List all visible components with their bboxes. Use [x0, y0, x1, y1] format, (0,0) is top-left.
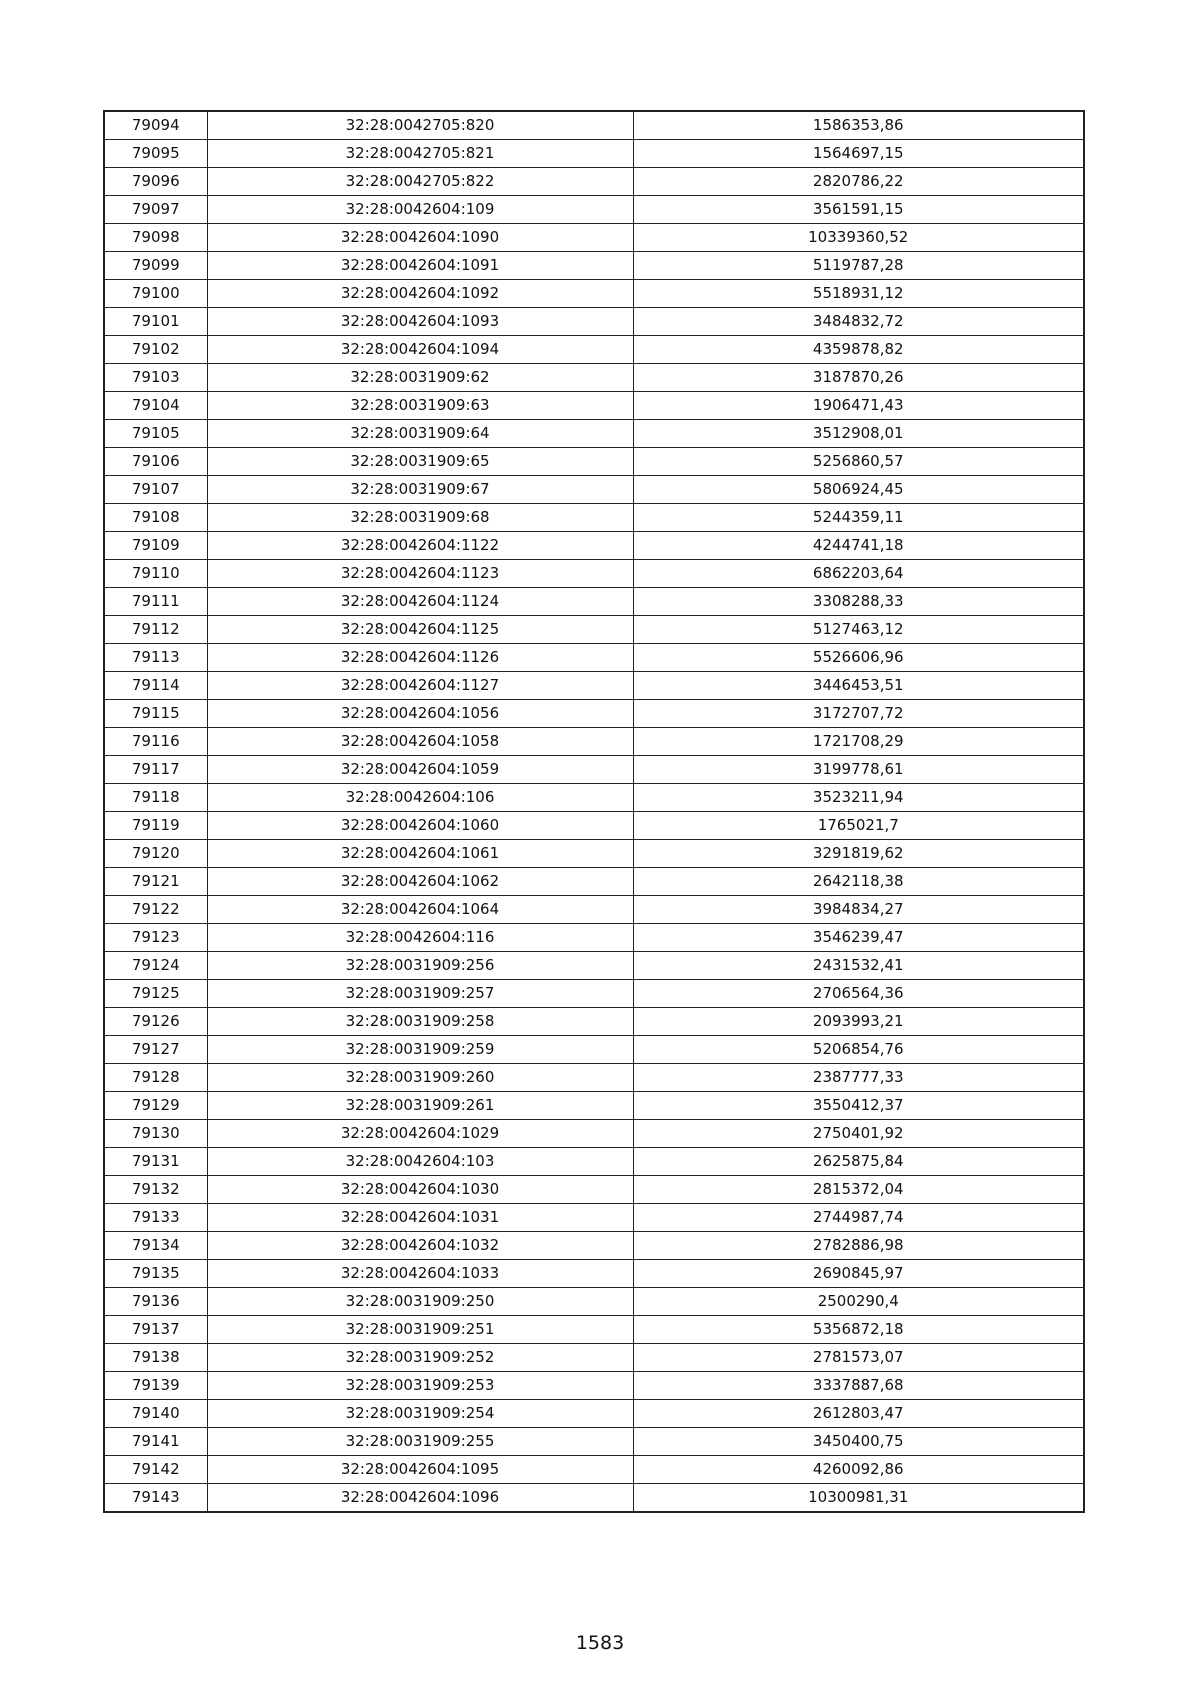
value-cell: 3546239,47 [633, 924, 1084, 952]
table-row [104, 1316, 1084, 1344]
table-row [104, 504, 1084, 532]
cadastral-number-cell: 32:28:0042604:106 [207, 784, 633, 812]
row-number-cell: 79117 [104, 756, 207, 784]
row-number-cell: 79122 [104, 896, 207, 924]
cadastral-number-cell: 32:28:0031909:255 [207, 1428, 633, 1456]
value-cell: 3172707,72 [633, 700, 1084, 728]
value-cell: 2431532,41 [633, 952, 1084, 980]
table-row [104, 952, 1084, 980]
cadastral-number-cell: 32:28:0031909:259 [207, 1036, 633, 1064]
row-number-cell: 79125 [104, 980, 207, 1008]
value-cell: 2706564,36 [633, 980, 1084, 1008]
value-cell: 2642118,38 [633, 868, 1084, 896]
value-cell: 5119787,28 [633, 252, 1084, 280]
cadastral-number-cell: 32:28:0042604:1126 [207, 644, 633, 672]
table-row [104, 700, 1084, 728]
table-row [104, 448, 1084, 476]
table-row [104, 1484, 1084, 1513]
row-number-cell: 79105 [104, 420, 207, 448]
row-number-cell: 79103 [104, 364, 207, 392]
cadastral-number-cell: 32:28:0042604:1091 [207, 252, 633, 280]
value-cell: 1721708,29 [633, 728, 1084, 756]
table-row [104, 280, 1084, 308]
table-row [104, 111, 1084, 140]
table-row [104, 840, 1084, 868]
cadastral-number-cell: 32:28:0031909:251 [207, 1316, 633, 1344]
row-number-cell: 79119 [104, 812, 207, 840]
table-row [104, 1232, 1084, 1260]
cadastral-number-cell: 32:28:0031909:253 [207, 1372, 633, 1400]
value-cell: 1564697,15 [633, 140, 1084, 168]
cadastral-number-cell: 32:28:0042604:1033 [207, 1260, 633, 1288]
page-number: 1583 [575, 1632, 625, 1654]
cadastral-number-cell: 32:28:0042604:1058 [207, 728, 633, 756]
value-cell: 2690845,97 [633, 1260, 1084, 1288]
cadastral-number-cell: 32:28:0031909:67 [207, 476, 633, 504]
cadastral-number-cell: 32:28:0042604:1122 [207, 532, 633, 560]
value-cell: 3187870,26 [633, 364, 1084, 392]
value-cell: 3337887,68 [633, 1372, 1084, 1400]
table-row [104, 1092, 1084, 1120]
row-number-cell: 79106 [104, 448, 207, 476]
row-number-cell: 79133 [104, 1204, 207, 1232]
cadastral-number-cell: 32:28:0042604:1061 [207, 840, 633, 868]
value-cell: 3550412,37 [633, 1092, 1084, 1120]
value-cell: 2500290,4 [633, 1288, 1084, 1316]
cadastral-number-cell: 32:28:0042705:821 [207, 140, 633, 168]
row-number-cell: 79102 [104, 336, 207, 364]
table-row [104, 784, 1084, 812]
value-cell: 5806924,45 [633, 476, 1084, 504]
table-row [104, 1008, 1084, 1036]
cadastral-number-cell: 32:28:0042604:1056 [207, 700, 633, 728]
row-number-cell: 79131 [104, 1148, 207, 1176]
cadastral-number-cell: 32:28:0042604:1062 [207, 868, 633, 896]
cadastral-number-cell: 32:28:0042604:116 [207, 924, 633, 952]
row-number-cell: 79134 [104, 1232, 207, 1260]
cadastral-value-table [103, 110, 1085, 1513]
table-row [104, 1176, 1084, 1204]
table-row [104, 672, 1084, 700]
cadastral-number-cell: 32:28:0042604:1092 [207, 280, 633, 308]
value-cell: 2820786,22 [633, 168, 1084, 196]
table-row [104, 1372, 1084, 1400]
row-number-cell: 79108 [104, 504, 207, 532]
row-number-cell: 79136 [104, 1288, 207, 1316]
cadastral-number-cell: 32:28:0042604:1090 [207, 224, 633, 252]
table-row [104, 168, 1084, 196]
value-cell: 4260092,86 [633, 1456, 1084, 1484]
row-number-cell: 79142 [104, 1456, 207, 1484]
table-row [104, 364, 1084, 392]
cadastral-number-cell: 32:28:0042604:1096 [207, 1484, 633, 1513]
value-cell: 10339360,52 [633, 224, 1084, 252]
cadastral-number-cell: 32:28:0031909:62 [207, 364, 633, 392]
value-cell: 3308288,33 [633, 588, 1084, 616]
value-cell: 1586353,86 [633, 111, 1084, 140]
value-cell: 5526606,96 [633, 644, 1084, 672]
row-number-cell: 79118 [104, 784, 207, 812]
row-number-cell: 79098 [104, 224, 207, 252]
row-number-cell: 79124 [104, 952, 207, 980]
value-cell: 2744987,74 [633, 1204, 1084, 1232]
value-cell: 5206854,76 [633, 1036, 1084, 1064]
value-cell: 1765021,7 [633, 812, 1084, 840]
row-number-cell: 79111 [104, 588, 207, 616]
row-number-cell: 79097 [104, 196, 207, 224]
table-row [104, 308, 1084, 336]
table-row [104, 476, 1084, 504]
table-row [104, 924, 1084, 952]
cadastral-number-cell: 32:28:0042604:1060 [207, 812, 633, 840]
cadastral-number-cell: 32:28:0042604:1030 [207, 1176, 633, 1204]
row-number-cell: 79127 [104, 1036, 207, 1064]
value-cell: 2750401,92 [633, 1120, 1084, 1148]
value-cell: 6862203,64 [633, 560, 1084, 588]
cadastral-number-cell: 32:28:0042604:1094 [207, 336, 633, 364]
table-row [104, 1064, 1084, 1092]
cadastral-number-cell: 32:28:0031909:260 [207, 1064, 633, 1092]
value-cell: 5127463,12 [633, 616, 1084, 644]
row-number-cell: 79107 [104, 476, 207, 504]
value-cell: 3484832,72 [633, 308, 1084, 336]
row-number-cell: 79096 [104, 168, 207, 196]
value-cell: 5244359,11 [633, 504, 1084, 532]
row-number-cell: 79126 [104, 1008, 207, 1036]
cadastral-number-cell: 32:28:0042705:822 [207, 168, 633, 196]
row-number-cell: 79116 [104, 728, 207, 756]
cadastral-number-cell: 32:28:0031909:68 [207, 504, 633, 532]
row-number-cell: 79121 [104, 868, 207, 896]
value-cell: 3512908,01 [633, 420, 1084, 448]
table-row [104, 980, 1084, 1008]
cadastral-number-cell: 32:28:0031909:258 [207, 1008, 633, 1036]
row-number-cell: 79140 [104, 1400, 207, 1428]
row-number-cell: 79138 [104, 1344, 207, 1372]
value-cell: 3446453,51 [633, 672, 1084, 700]
table-row [104, 224, 1084, 252]
row-number-cell: 79139 [104, 1372, 207, 1400]
cadastral-number-cell: 32:28:0031909:261 [207, 1092, 633, 1120]
value-cell: 1906471,43 [633, 392, 1084, 420]
row-number-cell: 79095 [104, 140, 207, 168]
cadastral-number-cell: 32:28:0042604:1123 [207, 560, 633, 588]
table-row [104, 196, 1084, 224]
row-number-cell: 79130 [104, 1120, 207, 1148]
row-number-cell: 79141 [104, 1428, 207, 1456]
table-row [104, 616, 1084, 644]
table-row [104, 812, 1084, 840]
row-number-cell: 79115 [104, 700, 207, 728]
table-row [104, 336, 1084, 364]
value-cell: 4359878,82 [633, 336, 1084, 364]
value-cell: 2782886,98 [633, 1232, 1084, 1260]
row-number-cell: 79123 [104, 924, 207, 952]
row-number-cell: 79113 [104, 644, 207, 672]
cadastral-number-cell: 32:28:0031909:63 [207, 392, 633, 420]
row-number-cell: 79104 [104, 392, 207, 420]
table-row [104, 1400, 1084, 1428]
value-cell: 5256860,57 [633, 448, 1084, 476]
cadastral-number-cell: 32:28:0042604:1029 [207, 1120, 633, 1148]
cadastral-number-cell: 32:28:0042604:1031 [207, 1204, 633, 1232]
value-cell: 2815372,04 [633, 1176, 1084, 1204]
cadastral-number-cell: 32:28:0042604:1064 [207, 896, 633, 924]
table-row [104, 644, 1084, 672]
cadastral-number-cell: 32:28:0042604:1095 [207, 1456, 633, 1484]
value-cell: 3561591,15 [633, 196, 1084, 224]
row-number-cell: 79109 [104, 532, 207, 560]
value-cell: 3199778,61 [633, 756, 1084, 784]
cadastral-number-cell: 32:28:0031909:65 [207, 448, 633, 476]
table-row [104, 532, 1084, 560]
value-cell: 3291819,62 [633, 840, 1084, 868]
cadastral-number-cell: 32:28:0042604:1124 [207, 588, 633, 616]
cadastral-number-cell: 32:28:0031909:64 [207, 420, 633, 448]
row-number-cell: 79120 [104, 840, 207, 868]
value-cell: 5356872,18 [633, 1316, 1084, 1344]
cadastral-number-cell: 32:28:0042604:1093 [207, 308, 633, 336]
row-number-cell: 79132 [104, 1176, 207, 1204]
row-number-cell: 79137 [104, 1316, 207, 1344]
value-cell: 2093993,21 [633, 1008, 1084, 1036]
table-row [104, 1288, 1084, 1316]
value-cell: 2625875,84 [633, 1148, 1084, 1176]
table-row [104, 1260, 1084, 1288]
row-number-cell: 79112 [104, 616, 207, 644]
row-number-cell: 79110 [104, 560, 207, 588]
table-row [104, 896, 1084, 924]
table-row [104, 1428, 1084, 1456]
row-number-cell: 79114 [104, 672, 207, 700]
value-cell: 3450400,75 [633, 1428, 1084, 1456]
cadastral-number-cell: 32:28:0031909:252 [207, 1344, 633, 1372]
cadastral-number-cell: 32:28:0042604:1125 [207, 616, 633, 644]
row-number-cell: 79101 [104, 308, 207, 336]
row-number-cell: 79100 [104, 280, 207, 308]
value-cell: 2781573,07 [633, 1344, 1084, 1372]
table-row [104, 1120, 1084, 1148]
table-row [104, 868, 1084, 896]
table-row [104, 1204, 1084, 1232]
value-cell: 10300981,31 [633, 1484, 1084, 1513]
table-row [104, 1148, 1084, 1176]
table-row [104, 252, 1084, 280]
value-cell: 2612803,47 [633, 1400, 1084, 1428]
table-row [104, 728, 1084, 756]
table-row [104, 756, 1084, 784]
table-row [104, 1344, 1084, 1372]
cadastral-number-cell: 32:28:0042604:103 [207, 1148, 633, 1176]
value-cell: 5518931,12 [633, 280, 1084, 308]
table-row [104, 140, 1084, 168]
value-cell: 3984834,27 [633, 896, 1084, 924]
row-number-cell: 79135 [104, 1260, 207, 1288]
table-row [104, 1036, 1084, 1064]
table-row [104, 560, 1084, 588]
row-number-cell: 79143 [104, 1484, 207, 1513]
table-row [104, 392, 1084, 420]
row-number-cell: 79099 [104, 252, 207, 280]
cadastral-number-cell: 32:28:0031909:250 [207, 1288, 633, 1316]
row-number-cell: 79094 [104, 111, 207, 140]
row-number-cell: 79128 [104, 1064, 207, 1092]
cadastral-number-cell: 32:28:0042604:1032 [207, 1232, 633, 1260]
cadastral-number-cell: 32:28:0031909:257 [207, 980, 633, 1008]
cadastral-number-cell: 32:28:0042705:820 [207, 111, 633, 140]
value-cell: 4244741,18 [633, 532, 1084, 560]
table-body [104, 111, 1084, 1512]
table-row [104, 420, 1084, 448]
cadastral-number-cell: 32:28:0031909:256 [207, 952, 633, 980]
cadastral-number-cell: 32:28:0042604:1059 [207, 756, 633, 784]
cadastral-number-cell: 32:28:0042604:1127 [207, 672, 633, 700]
table-row [104, 588, 1084, 616]
row-number-cell: 79129 [104, 1092, 207, 1120]
cadastral-number-cell: 32:28:0031909:254 [207, 1400, 633, 1428]
table-row [104, 1456, 1084, 1484]
value-cell: 2387777,33 [633, 1064, 1084, 1092]
cadastral-number-cell: 32:28:0042604:109 [207, 196, 633, 224]
value-cell: 3523211,94 [633, 784, 1084, 812]
